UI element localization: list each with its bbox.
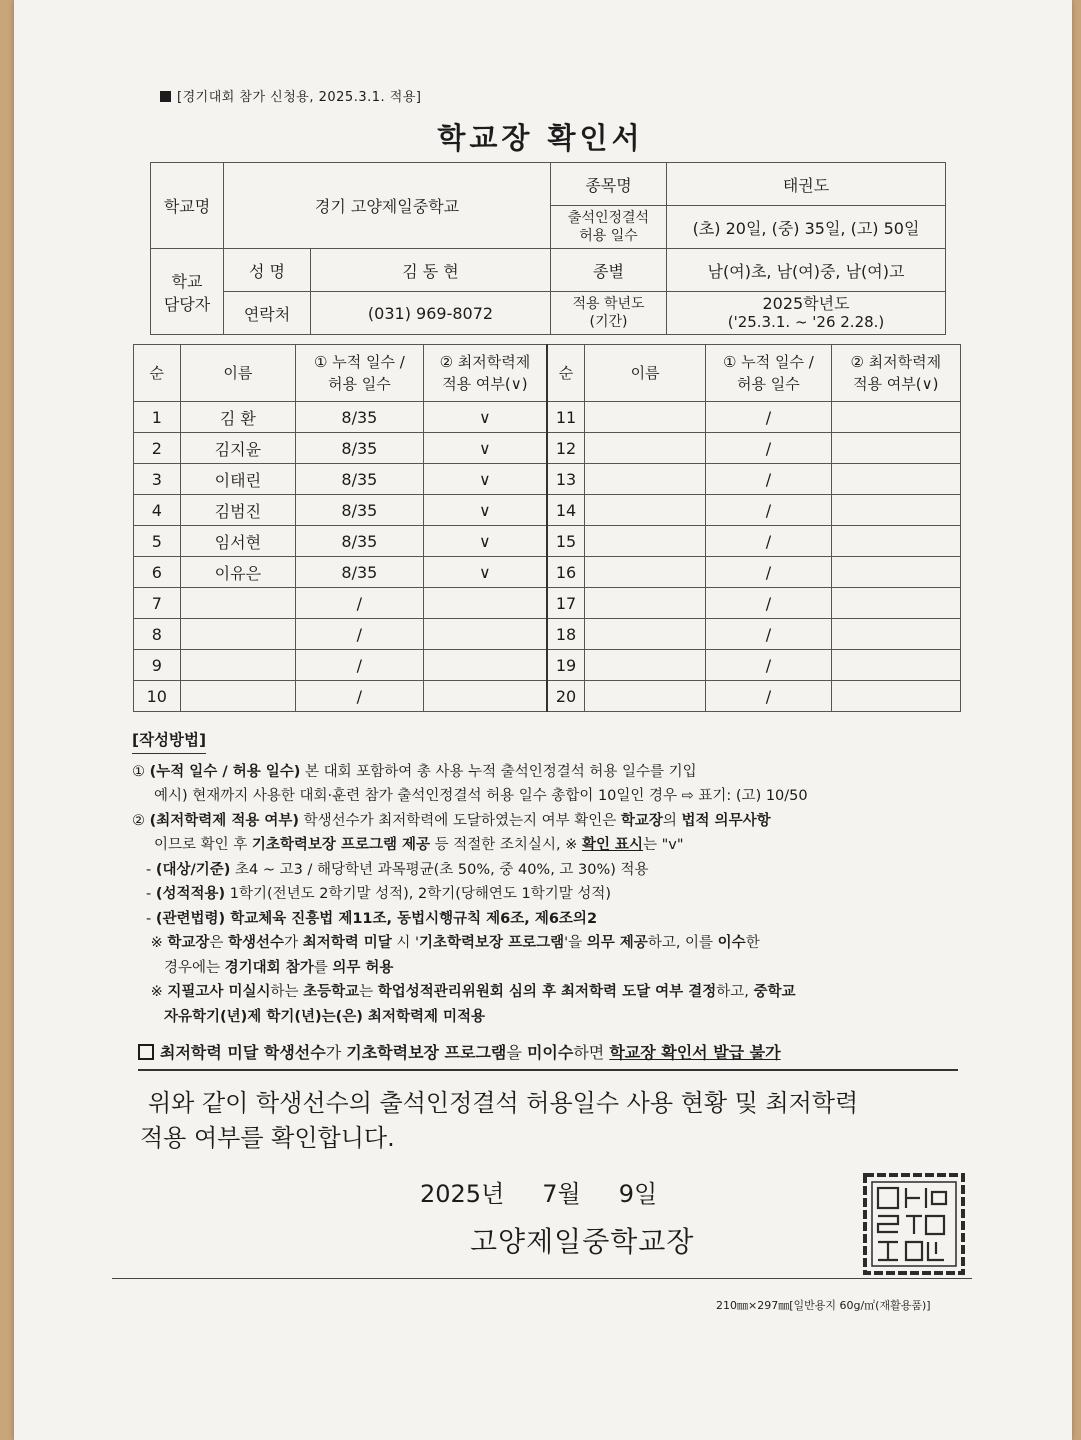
remark-2: ※ 지필고사 미실시하는 초등학교는 학업성적관리위원회 심의 후 최저학력 도달 여부 결정하고, 중학교 — [146, 984, 796, 1000]
min-achievement-check: ∨ — [423, 495, 547, 526]
table-row — [134, 650, 961, 681]
student-name — [180, 681, 295, 712]
instructions-heading: [작성방법] — [132, 728, 206, 754]
table-row — [134, 557, 961, 588]
student-name: 김범진 — [180, 495, 295, 526]
signer: 고양제일중학교장 — [470, 1225, 695, 1258]
row-no: 20 — [547, 681, 584, 712]
cumulative-days: / — [706, 557, 831, 588]
row-no: 11 — [547, 402, 584, 433]
year-value: 2025학년도 ('25.3.1. ~ '26 2.28.) — [667, 292, 946, 335]
col-name: 이름 — [180, 345, 295, 402]
min-achievement-check — [831, 619, 960, 650]
table-row — [134, 526, 961, 557]
min-achievement-check — [831, 433, 960, 464]
row-no: 14 — [547, 495, 584, 526]
row-no: 15 — [547, 526, 584, 557]
checkbox-icon — [138, 1044, 154, 1060]
min-achievement-check: ∨ — [423, 433, 547, 464]
note-2: ② (최저학력제 적용 여부) 학생선수가 최저학력에 도달하였는지 여부 확인은 학교장의 법적 의무사항 — [132, 812, 771, 829]
student-name: 이태린 — [180, 464, 295, 495]
year-label: 적용 학년도 (기간) — [551, 292, 667, 335]
min-achievement-check — [831, 681, 960, 712]
row-no: 13 — [547, 464, 584, 495]
student-name — [584, 681, 705, 712]
student-name — [584, 433, 705, 464]
official-seal — [862, 1172, 966, 1276]
min-achievement-check — [423, 588, 547, 619]
min-achievement-check — [423, 681, 547, 712]
min-achievement-check — [831, 588, 960, 619]
row-no: 18 — [547, 619, 584, 650]
school-label: 학교명 — [151, 163, 224, 249]
allowed-days-value: (초) 20일, (중) 35일, (고) 50일 — [667, 206, 946, 249]
detail-target: - (대상/기준) 초4 ~ 고3 / 해당학년 과목평균(초 50%, 중 40%, 고 30%) 적용 — [146, 861, 649, 878]
student-name — [584, 650, 705, 681]
min-achievement-check — [831, 526, 960, 557]
row-no: 1 — [134, 402, 181, 433]
cumulative-days: 8/35 — [296, 495, 424, 526]
issue-date: 2025년 7월 9일 — [420, 1180, 658, 1208]
student-name: 이유은 — [180, 557, 295, 588]
min-achievement-check — [831, 557, 960, 588]
gender-label: 종별 — [551, 249, 667, 292]
cumulative-days: / — [706, 588, 831, 619]
row-no: 2 — [134, 433, 181, 464]
col-min-2: ② 최저학력제 적용 여부(∨) — [831, 345, 960, 402]
remark-1: ※ 학교장은 학생선수가 최저학력 미달 시 '기초학력보장 프로그램'을 의무 제공하고, 이를 이수한 — [146, 935, 760, 951]
cumulative-days: / — [706, 526, 831, 557]
form-tag-text: [경기대회 참가 신청용, 2025.3.1. 적용] — [177, 90, 422, 105]
header-table — [150, 162, 946, 335]
cumulative-days: / — [706, 681, 831, 712]
instructions — [132, 728, 972, 1029]
table-row — [134, 402, 961, 433]
row-no: 10 — [134, 681, 181, 712]
min-achievement-check — [831, 402, 960, 433]
cumulative-days: / — [706, 433, 831, 464]
detail-law: - (관련법령) 학교체육 진흥법 제11조, 동법시행규칙 제6조, 제6조의2 — [146, 910, 598, 927]
declaration-line-2: 적용 여부를 확인합니다. — [140, 1124, 395, 1152]
student-name — [180, 588, 295, 619]
cumulative-days: 8/35 — [296, 464, 424, 495]
cumulative-days: / — [296, 619, 424, 650]
student-name — [584, 588, 705, 619]
min-achievement-check — [423, 650, 547, 681]
min-achievement-check — [831, 650, 960, 681]
document-title: 학교장 확인서 — [437, 121, 644, 155]
declaration — [140, 1086, 960, 1156]
student-name — [584, 402, 705, 433]
row-no: 12 — [547, 433, 584, 464]
cumulative-days: 8/35 — [296, 402, 424, 433]
min-achievement-check — [423, 619, 547, 650]
min-achievement-check — [831, 464, 960, 495]
table-row — [134, 495, 961, 526]
student-name: 김지윤 — [180, 433, 295, 464]
row-no: 7 — [134, 588, 181, 619]
min-achievement-check: ∨ — [423, 557, 547, 588]
cumulative-days: / — [706, 650, 831, 681]
row-no: 17 — [547, 588, 584, 619]
row-no: 5 — [134, 526, 181, 557]
row-no: 16 — [547, 557, 584, 588]
cumulative-days: / — [296, 588, 424, 619]
student-name — [180, 619, 295, 650]
row-no: 4 — [134, 495, 181, 526]
col-no: 순 — [134, 345, 181, 402]
allowed-days-label: 출석인정결석 허용 일수 — [551, 206, 667, 249]
manager-name: 김 동 현 — [311, 249, 551, 292]
table-row — [134, 681, 961, 712]
student-name: 임서현 — [180, 526, 295, 557]
square-bullet-icon — [160, 91, 171, 102]
cumulative-days: 8/35 — [296, 433, 424, 464]
remark-2-cont: 자유학기(년)제 학기(년)는(은) 최저학력제 미적용 — [164, 1008, 486, 1025]
manager-label: 학교 담당자 — [151, 249, 224, 335]
gender-value: 남(여)초, 남(여)중, 남(여)고 — [667, 249, 946, 292]
note-2-cont: 이므로 확인 후 기초학력보장 프로그램 제공 등 적절한 조치실시, ※ 확인 표시는 "v" — [154, 837, 684, 853]
contact-value: (031) 969-8072 — [311, 292, 551, 335]
final-notice: 최저학력 미달 학생선수가 기초학력보장 프로그램을 미이수하면 학교장 확인서 발급 불가 — [138, 1040, 958, 1071]
footer-rule — [112, 1278, 972, 1279]
student-table-header — [134, 345, 961, 402]
student-name — [584, 557, 705, 588]
cumulative-days: 8/35 — [296, 557, 424, 588]
col-days: ① 누적 일수 / 허용 일수 — [296, 345, 424, 402]
cumulative-days: / — [706, 464, 831, 495]
table-row — [134, 588, 961, 619]
note-1: ① (누적 일수 / 허용 일수) 본 대회 포함하여 총 사용 누적 출석인정결석 허용 일수를 기입 — [132, 763, 697, 780]
contact-label: 연락처 — [224, 292, 311, 335]
cumulative-days: / — [706, 402, 831, 433]
name-label: 성 명 — [224, 249, 311, 292]
row-no: 19 — [547, 650, 584, 681]
row-no: 8 — [134, 619, 181, 650]
min-achievement-check — [831, 495, 960, 526]
cumulative-days: 8/35 — [296, 526, 424, 557]
row-no: 9 — [134, 650, 181, 681]
detail-grades: - (성적적용) 1학기(전년도 2학기말 성적), 2학기(당해연도 1학기말 성적) — [146, 886, 612, 902]
note-1-example: 예시) 현재까지 사용한 대회·훈련 참가 출석인정결석 허용 일수 총합이 10일인 경우 ⇨ 표기: (고) 10/50 — [154, 788, 808, 804]
form-tag — [160, 86, 421, 105]
col-name-2: 이름 — [584, 345, 705, 402]
table-row — [134, 464, 961, 495]
paper-spec: 210㎜×297㎜[일반용지 60g/㎡(재활용품)] — [716, 1299, 931, 1312]
cumulative-days: / — [706, 495, 831, 526]
student-table — [133, 344, 961, 712]
event-label: 종목명 — [551, 163, 667, 206]
student-name — [584, 464, 705, 495]
col-no-2: 순 — [547, 345, 584, 402]
student-name — [584, 619, 705, 650]
student-name — [180, 650, 295, 681]
cumulative-days: / — [706, 619, 831, 650]
table-row — [134, 433, 961, 464]
min-achievement-check: ∨ — [423, 402, 547, 433]
event-name: 태권도 — [667, 163, 946, 206]
col-min: ② 최저학력제 적용 여부(∨) — [423, 345, 547, 402]
school-name: 경기 고양제일중학교 — [224, 163, 551, 249]
row-no: 6 — [134, 557, 181, 588]
cumulative-days: / — [296, 681, 424, 712]
student-name — [584, 495, 705, 526]
min-achievement-check: ∨ — [423, 464, 547, 495]
table-row — [134, 619, 961, 650]
row-no: 3 — [134, 464, 181, 495]
student-name: 김 환 — [180, 402, 295, 433]
cumulative-days: / — [296, 650, 424, 681]
col-days-2: ① 누적 일수 / 허용 일수 — [706, 345, 831, 402]
min-achievement-check: ∨ — [423, 526, 547, 557]
student-name — [584, 526, 705, 557]
remark-1-cont: 경우에는 경기대회 참가를 의무 허용 — [164, 959, 394, 976]
declaration-line-1: 위와 같이 학생선수의 출석인정결석 허용일수 사용 현황 및 최저학력 — [148, 1089, 859, 1117]
